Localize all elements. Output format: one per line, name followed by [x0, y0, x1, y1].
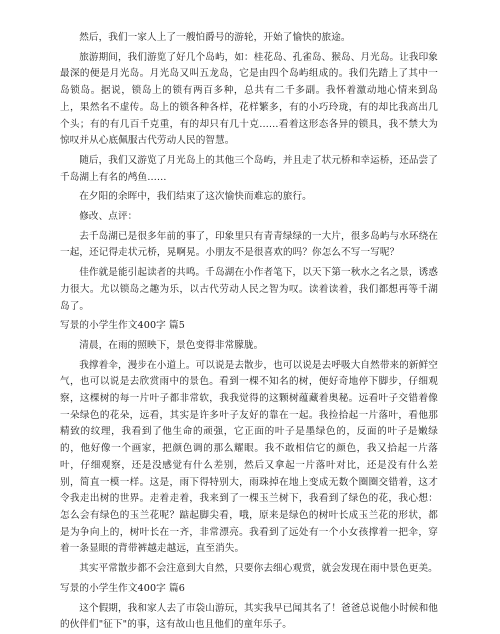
paragraph-review-2: 佳作就是能引起读者的共鸣。千岛湖在小作者笔下，以天下第一秋水之名之景，诱惑力很大。尤以锁岛之趣为乐，以古代劳动人民之智为叹。读着读着，我们都想再等千湖岛了。	[60, 267, 438, 312]
paragraph-rain-conclusion: 其实平常散步都不会注意到大自然，只要你去细心观赏，就会发现在雨中景色更美。	[79, 563, 438, 575]
paragraph-review-1: 去千岛湖已是很多年前的事了，印象里只有青青绿绿的一大片，很多岛屿与水环绕在一起，还记得走状元桥，晃啊晃。小朋友不是很喜欢的吗？你怎么不写一写呢？	[60, 230, 438, 259]
paragraph-holiday-trip: 这个假期，我和家人去了市袋山游玩，其实我早已闻其名了！爸爸总说他小时候和他的伙伴们"征下"的事，这有故山也且他们的童年乐子。	[60, 602, 438, 631]
paragraph-walk-in-rain: 我撑着伞，漫步在小道上。可以说是去散步，也可以说是去呼吸大自然带来的新鲜空气，也可以说是去欣赏雨中的景色。看到一棵不知名的树，便好奇地停下脚步，仔细观察，这棵树的每一片叶子都非常软，我我觉得的这颗树蕴藏着奥秘。远看叶子交错着像一朵绿色的花朵，远看，其实是许多叶子友好的靠在一起。我捡拾起一片落叶，看他那精致的纹理，我看到了他生命的顽强，它正面的叶子是墨绿色的，反面的叶子是嫩绿的，他好像一个画家，把颜色调的那么耀眼。我不敢相信它的颜色，我又拾起一片落叶，仔细观察，还是没感觉有什么差别，然后又拿起一片落叶对比，还是没有什么差别，简直一模一样。这是，雨下得特别大，雨珠掉在地上变成无数个圈圈交错着，这才令我走出树的世界。走着走着，我来到了一棵玉兰树下，我看到了绿色的花，我心想：怎么会有绿色的玉兰花呢？踮起脚尖看，哦，原来是绿色的树叶长成玉兰花的形状，都是为争向上的，树叶长在一齐，非常漂亮。我看到了远处有一个小女孩撑着一把伞，穿着一条显眼的背带裤越走越远，直至消失。	[60, 359, 438, 555]
essay-heading-5: 写景的小学生作文400字 篇5	[60, 320, 185, 332]
paragraph-review-label: 修改、点评：	[79, 211, 138, 223]
paragraph-morning-rain: 清晨，在雨的照映下，景色变得非常朦胧。	[79, 339, 264, 351]
paragraph-islands-tour: 旅游期间，我们游览了好几个岛屿，如：桂花岛、孔雀岛、猴岛、月光岛。让我印象最深的便是月光岛。月光岛又叫五龙岛，它是由四个岛屿组成的。我们先踏上了其中一岛锁岛。据说，锁岛上的锁有两百多种，总共有二千多副。我怀着激动地心情来到岛上，果然名不虚传。岛上的锁各种各样，花样繁多，有的小巧玲珑，有的却比我高出几个头；有的有几百千克重，有的却只有几十克……看着这形态各异的锁具，我不禁大为惊叹并从心底佩服古代劳动人民的智慧。	[60, 51, 438, 147]
paragraph-sunset: 在夕阳的余晖中，我们结束了这次愉快而难忘的旅行。	[79, 191, 312, 203]
essay-heading-6: 写景的小学生作文400字 篇6	[60, 582, 185, 594]
paragraph-voyage-start: 然后，我们一家人上了一艘怕爵号的游轮，开始了愉快的旅途。	[79, 32, 351, 43]
paragraph-other-islands: 随后，我们又游览了月光岛上的其他三个岛屿，并且走了状元桥和幸运桥，还品尝了千岛湖上有名的鸬鱼……	[60, 154, 438, 183]
